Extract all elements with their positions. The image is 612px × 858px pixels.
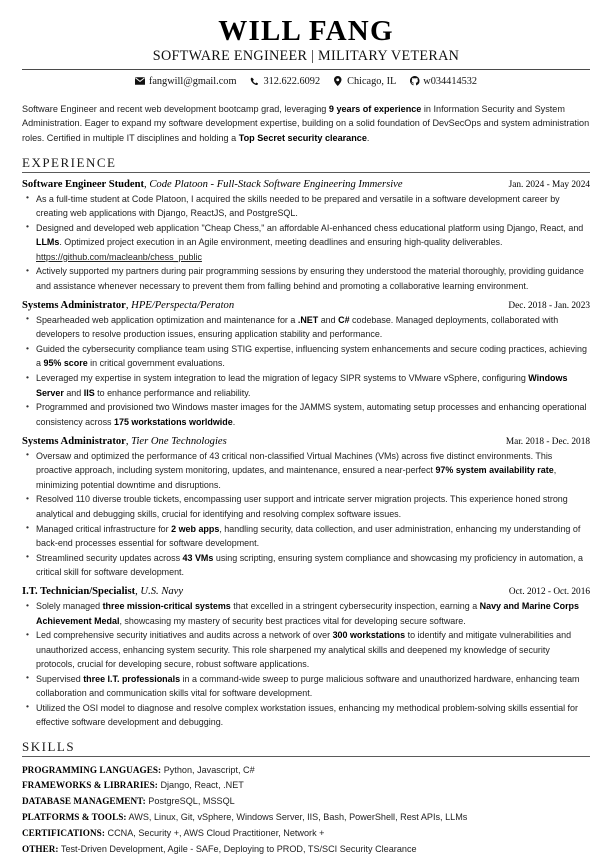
emphasis-text: 97% system availability rate xyxy=(435,465,554,476)
body-text: using scripting, ensuring system compliance and showcasing my proficiency in automation, a critical skill for software development. xyxy=(36,552,583,577)
skill-values: AWS, Linux, Git, vSphere, Windows Server, IIS, Bash, PowerShell, Rest APIs, LLMs xyxy=(126,812,468,823)
section-title-skills: SKILLS xyxy=(22,738,76,754)
job-bullet xyxy=(22,264,590,293)
candidate-name: WILL FANG xyxy=(218,15,394,47)
emphasis-text: 95% score xyxy=(43,358,88,369)
job-title: Systems Administrator xyxy=(22,435,126,447)
contact-item-email[interactable] xyxy=(135,76,237,87)
job-title-separator: , xyxy=(135,586,141,598)
body-text: Oversaw and optimized the performance of 43 critical non-classified Virtual Machines (VMs) across five distinct environments. This proactive approach, including system monitoring, updates, and maintenance, ensured a near-perfect xyxy=(36,450,553,476)
skill-category-label: PLATFORMS & TOOLS: xyxy=(22,812,127,823)
job-title-separator: , xyxy=(125,299,132,311)
skill-category-label: OTHER: xyxy=(22,843,59,854)
body-text: codebase. Managed deployments, collaborated with developers to resolve production issues, ensuring application stability and performance. xyxy=(36,314,559,340)
body-text: As a full-time student at Code Platoon, I acquired the skills needed to be prepared and versatile in a software development career by creating web applications with Django, ReactJS, and PostgreSQL. xyxy=(36,193,560,219)
skill-row xyxy=(22,826,590,842)
body-text: Managed critical infrastructure for xyxy=(36,523,172,534)
skill-row xyxy=(22,778,590,794)
job-dates: Mar. 2018 - Dec. 2018 xyxy=(505,436,590,447)
body-text: , handling security, data collection, and user administration, enhancing my understanding of back-end processes essential for software development. xyxy=(36,523,581,548)
resume-header xyxy=(22,16,590,87)
experience-divider xyxy=(22,172,590,173)
candidate-subtitle: SOFTWARE ENGINEER | MILITARY VETERAN xyxy=(152,48,460,65)
job-bullet xyxy=(22,400,590,429)
skill-row xyxy=(22,794,590,810)
job-bullet xyxy=(22,371,590,400)
job-bullet-list xyxy=(22,449,590,579)
body-text: Utilized the OSI model to diagnose and resolve complex workstation issues, enhancing my methodical problem-solving skills essential for effective software development and debugging. xyxy=(36,702,578,728)
skill-category-label: FRAMEWORKS & LIBRARIES: xyxy=(22,780,158,791)
skill-values: Django, React, .NET xyxy=(157,780,244,791)
emphasis-text: three I.T. professionals xyxy=(83,673,181,684)
experience-entry xyxy=(22,300,590,429)
contact-item-location-pin[interactable] xyxy=(333,76,396,87)
professional-summary xyxy=(22,102,590,146)
skill-row xyxy=(22,810,590,826)
contact-item-github[interactable] xyxy=(409,76,477,87)
job-dates: Jan. 2024 - May 2024 xyxy=(508,179,590,190)
body-text: Designed and developed web application "Cheap Chess," an affordable AI-enhanced chess educational platform using Django, React, and xyxy=(36,222,584,233)
job-title-separator: , xyxy=(125,435,132,447)
body-text: , showcasing my mastery of security best practices vital for developing secure software. xyxy=(119,615,466,626)
body-text: Spearheaded web application optimization and maintenance for a xyxy=(36,314,298,325)
contact-text: w034414532 xyxy=(423,75,478,87)
emphasis-text: 43 VMs xyxy=(182,552,214,563)
emphasis-text: Windows Server xyxy=(36,373,568,398)
body-text: Guided the cybersecurity compliance team using STIG expertise, influencing system enhancements and secure coding practices, achieving a xyxy=(36,344,587,369)
email-icon xyxy=(135,76,145,86)
job-bullet-list xyxy=(22,192,590,293)
body-text: Software Engineer and recent web development bootcamp grad, leveraging xyxy=(22,103,329,114)
job-title: Software Engineer Student xyxy=(22,178,145,190)
job-dates: Dec. 2018 - Jan. 2023 xyxy=(508,300,590,311)
experience-entry xyxy=(22,586,590,729)
body-text: Streamlined security updates across xyxy=(36,552,183,563)
skill-values: Python, Javascript, C# xyxy=(161,764,255,775)
skill-category-label: CERTIFICATIONS: xyxy=(22,827,105,838)
job-title: Systems Administrator xyxy=(22,299,126,311)
job-bullet-list xyxy=(22,599,590,729)
experience-entry-header xyxy=(22,179,590,190)
emphasis-text: .NET xyxy=(297,314,319,325)
job-bullet xyxy=(22,342,590,371)
emphasis-text: Top Secret security clearance xyxy=(238,133,367,144)
skills-divider xyxy=(22,756,590,757)
skill-row xyxy=(22,763,590,779)
emphasis-text: 9 years of experience xyxy=(328,103,422,114)
emphasis-text: C# xyxy=(338,314,350,325)
body-text: Actively supported my partners during pair programming sessions by ensuring they understood the material thoroughly, providing guidance and assistance whenever necessary to prevent them from falling behind and promoting a collaborative learning environment. xyxy=(36,266,584,291)
body-text: Programmed and provisioned two Windows master images for the JAMMS system, automating setup processes and enhancing operational consistency across xyxy=(36,402,587,427)
job-bullet xyxy=(22,628,590,671)
job-bullet xyxy=(22,522,590,551)
job-company: U.S. Navy xyxy=(140,586,184,598)
job-title-line xyxy=(22,586,183,597)
job-company: HPE/Perspecta/Peraton xyxy=(131,299,235,311)
skill-row xyxy=(22,842,590,858)
contact-text: fangwill@gmail.com xyxy=(148,75,237,87)
skill-category-label: PROGRAMMING LANGUAGES: xyxy=(22,764,162,775)
body-text: Led comprehensive security initiatives and audits across a network of over xyxy=(36,630,333,641)
skill-values: Test-Driven Development, Agile - SAFe, Deploying to PROD, TS/SCI Security Clearance xyxy=(58,843,417,854)
job-company: Tier One Technologies xyxy=(131,435,227,447)
contact-text: Chicago, IL xyxy=(347,75,397,87)
header-divider xyxy=(22,69,590,70)
section-title-experience: EXPERIENCE xyxy=(22,154,117,170)
skill-values: PostgreSQL, MSSQL xyxy=(145,796,235,807)
job-title-separator: , xyxy=(144,178,150,190)
body-text: Resolved 110 diverse trouble tickets, encompassing user support and intricate server migration projects. This experience honed strong analytical and debugging skills, crucial for identifying and resolving complex software issues. xyxy=(36,494,568,519)
skills-list xyxy=(22,763,590,858)
skill-values: CCNA, Security +, AWS Cloud Practitioner, Network + xyxy=(104,827,325,838)
body-text: Leveraged my expertise in system integration to lead the migration of legacy SIPR systems to VMware vSphere, configuring xyxy=(36,373,529,384)
body-text: in Information Security and System Administration. Eager to expand my software development expertise, building on a solid foundation of DevSecOps and system administration roles. Certified in multiple IT disciplines and holding a xyxy=(22,103,590,144)
project-link[interactable]: https://github.com/macleanb/chess_public xyxy=(36,251,202,262)
job-bullet xyxy=(22,192,590,221)
experience-entry-header xyxy=(22,586,590,597)
experience-entry xyxy=(22,436,590,579)
emphasis-text: 2 web apps xyxy=(171,523,220,534)
job-bullet-list xyxy=(22,313,590,429)
body-text: . xyxy=(232,416,236,427)
job-title-line xyxy=(22,300,234,311)
emphasis-text: 300 workstations xyxy=(332,630,406,641)
body-text: in a command-wide sweep to purge malicious software and unauthorized hardware, enhancing team collaboration and communication skills vital for software development. xyxy=(36,673,580,699)
job-title-line xyxy=(22,436,227,447)
contact-text: 312.622.6092 xyxy=(263,75,321,87)
emphasis-text: 175 workstations worldwide xyxy=(114,416,233,427)
emphasis-text: Navy and Marine Corps Achievement Medal xyxy=(36,601,579,626)
contact-row xyxy=(22,76,590,87)
experience-entry-header xyxy=(22,300,590,311)
skill-category-label: DATABASE MANAGEMENT: xyxy=(22,796,146,807)
job-bullet xyxy=(22,672,590,701)
body-text: and xyxy=(63,387,84,398)
body-text: Supervised xyxy=(36,673,84,684)
job-title-line xyxy=(22,179,403,190)
body-text: that excelled in a stringent cybersecurity inspection, earning a xyxy=(230,601,480,612)
job-bullet xyxy=(22,701,590,730)
job-bullet xyxy=(22,551,590,580)
experience-entry-header xyxy=(22,436,590,447)
location-pin-icon xyxy=(333,76,343,86)
job-dates: Oct. 2012 - Oct. 2016 xyxy=(508,587,590,598)
body-text: to identify and mitigate vulnerabilities and unauthorized access, enhancing system security. This role sharpened my analytical skills and deepened my knowledge of security protocols, crucial for developing secure, robust software applications. xyxy=(36,630,572,670)
job-bullet xyxy=(22,221,590,264)
job-bullet xyxy=(22,449,590,492)
emphasis-text: LLMs xyxy=(36,237,60,248)
experience-entry xyxy=(22,179,590,293)
body-text: . Optimized project execution in an Agile environment, meeting deadlines and ensuring high-quality deliverables. xyxy=(59,237,503,248)
body-text: to enhance performance and reliability. xyxy=(94,387,251,398)
job-title: I.T. Technician/Specialist xyxy=(22,586,136,598)
github-icon xyxy=(409,76,419,86)
body-text: in critical government evaluations. xyxy=(87,358,225,369)
body-text: and xyxy=(318,314,339,325)
contact-item-phone[interactable] xyxy=(249,76,320,87)
body-text: , minimizing potential downtime and disruptions. xyxy=(36,465,557,490)
emphasis-text: IIS xyxy=(83,387,95,398)
phone-icon xyxy=(249,76,259,86)
experience-list xyxy=(22,179,590,730)
emphasis-text: three mission-critical systems xyxy=(102,601,231,612)
job-bullet xyxy=(22,492,590,521)
job-company: Code Platoon - Full-Stack Software Engineering Immersive xyxy=(149,178,403,190)
body-text: Solely managed xyxy=(36,601,103,612)
job-bullet xyxy=(22,313,590,342)
job-bullet xyxy=(22,599,590,628)
body-text: . xyxy=(366,133,370,144)
